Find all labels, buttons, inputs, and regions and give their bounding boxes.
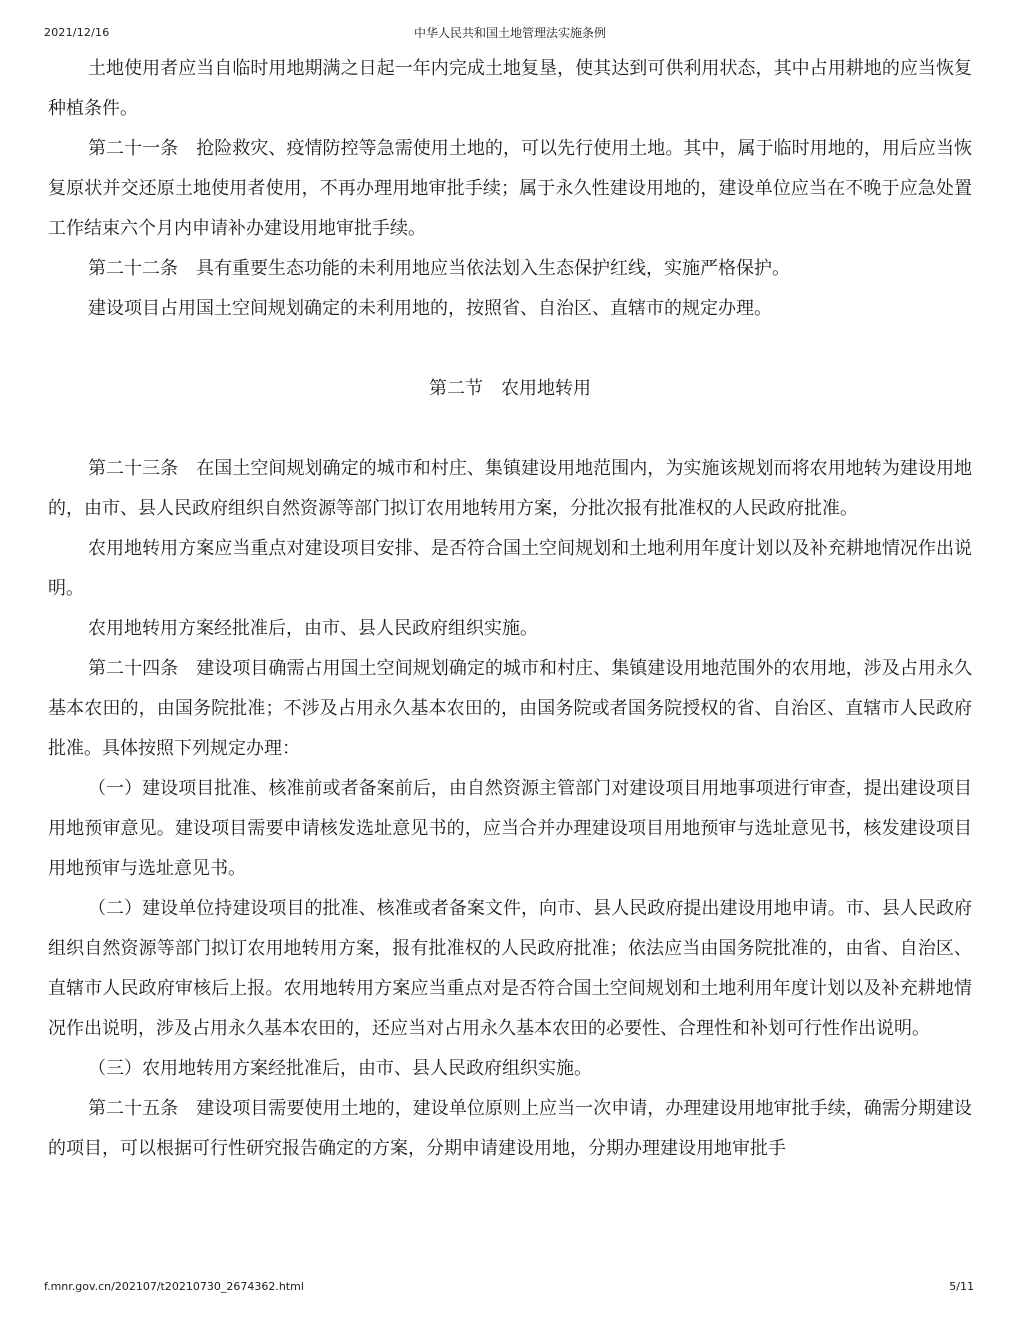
paragraph: 农用地转用方案应当重点对建设项目安排、是否符合国土空间规划和土地利用年度计划以及补充耕地情况作出说明。 bbox=[48, 538, 972, 599]
paragraph: 农用地转用方案经批准后，由市、县人民政府组织实施。 bbox=[88, 618, 538, 639]
paragraph: 土地使用者应当自临时用地期满之日起一年内完成土地复垦，使其达到可供利用状态，其中占用耕地的应当恢复种植条件。 bbox=[48, 58, 972, 119]
document-body bbox=[48, 49, 972, 1169]
article-25: 第二十五条 建设项目需要使用土地的，建设单位原则上应当一次申请，办理建设用地审批手续，确需分期建设的项目，可以根据可行性研究报告确定的方案，分期申请建设用地，分期办理建设用地审批手 bbox=[48, 1098, 972, 1159]
article-21: 第二十一条 抢险救灾、疫情防控等急需使用土地的，可以先行使用土地。其中，属于临时用地的，用后应当恢复原状并交还原土地使用者使用，不再办理用地审批手续；属于永久性建设用地的，建设单位应当在不晚于应急处置工作结束六个月内申请补办建设用地审批手续。 bbox=[48, 138, 972, 239]
document-title: 中华人民共和国土地管理法实施条例 bbox=[413, 26, 606, 40]
paragraph: 建设项目占用国土空间规划确定的未利用地的，按照省、自治区、直辖市的规定办理。 bbox=[88, 298, 772, 319]
article-23: 第二十三条 在国土空间规划确定的城市和村庄、集镇建设用地范围内，为实施该规划而将农用地转为建设用地的，由市、县人民政府组织自然资源等部门拟订农用地转用方案，分批次报有批准权的人民政府批准。 bbox=[48, 458, 972, 519]
article-24: 第二十四条 建设项目确需占用国土空间规划确定的城市和村庄、集镇建设用地范围外的农用地，涉及占用永久基本农田的，由国务院批准；不涉及占用永久基本农田的，由国务院或者国务院授权的省、自治区、直辖市人民政府批准。具体按照下列规定办理： bbox=[48, 658, 972, 759]
page-number: 5/11 bbox=[949, 1280, 974, 1293]
article-22: 第二十二条 具有重要生态功能的未利用地应当依法划入生态保护红线，实施严格保护。 bbox=[88, 258, 790, 279]
section-heading: 第二节 农用地转用 bbox=[429, 378, 591, 399]
source-url: f.mnr.gov.cn/202107/t20210730_2674362.html bbox=[44, 1280, 304, 1293]
list-item-3: （三）农用地转用方案经批准后，由市、县人民政府组织实施。 bbox=[88, 1058, 592, 1079]
print-date: 2021/12/16 bbox=[44, 26, 110, 39]
list-item-1: （一）建设项目批准、核准前或者备案前后，由自然资源主管部门对建设项目用地事项进行审查，提出建设项目用地预审意见。建设项目需要申请核发选址意见书的，应当合并办理建设项目用地预审与选址意见书，核发建设项目用地预审与选址意见书。 bbox=[48, 778, 972, 879]
list-item-2: （二）建设单位持建设项目的批准、核准或者备案文件，向市、县人民政府提出建设用地申请。市、县人民政府组织自然资源等部门拟订农用地转用方案，报有批准权的人民政府批准；依法应当由国务院批准的，由省、自治区、直辖市人民政府审核后上报。农用地转用方案应当重点对是否符合国土空间规划和土地利用年度计划以及补充耕地情况作出说明，涉及占用永久基本农田的，还应当对占用永久基本农田的必要性、合理性和补划可行性作出说明。 bbox=[48, 898, 972, 1039]
